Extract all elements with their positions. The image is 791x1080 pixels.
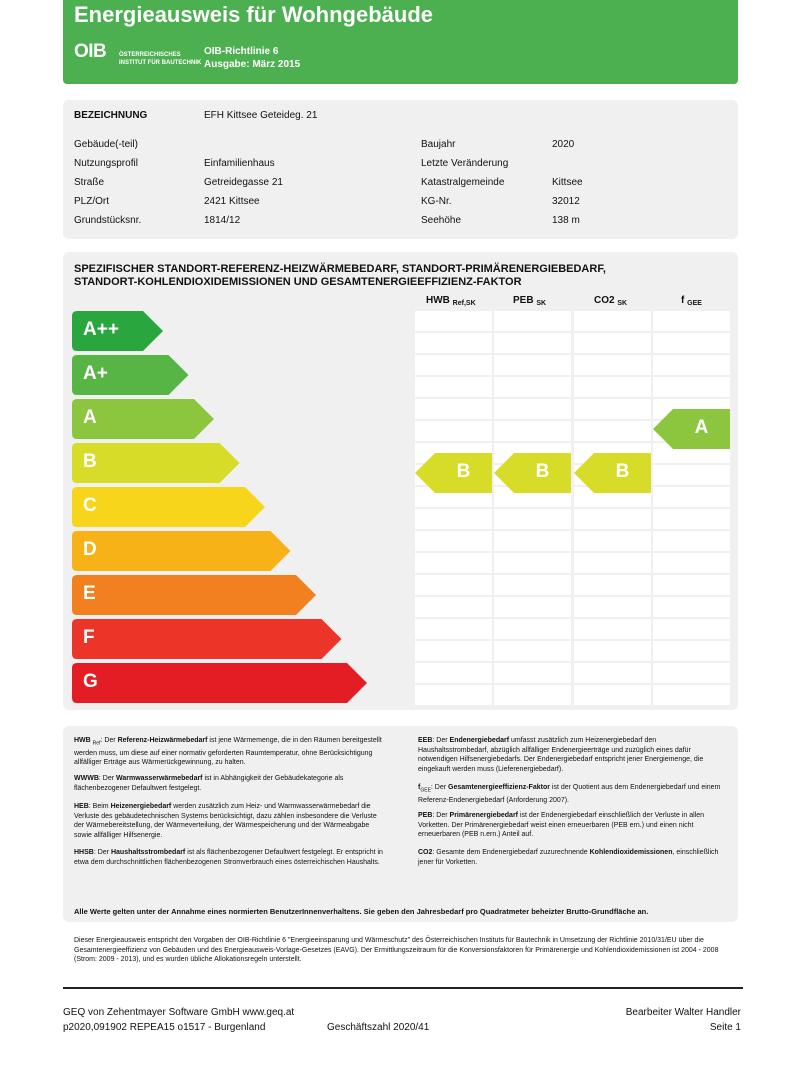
edition: Ausgabe: März 2015 bbox=[204, 59, 301, 70]
grid-cell bbox=[415, 421, 492, 441]
grid-cell bbox=[653, 311, 730, 331]
info-label: KG-Nr. bbox=[421, 196, 452, 207]
bezeichnung-label: BEZEICHNUNG bbox=[74, 110, 148, 121]
column-header-sub: GEE bbox=[687, 300, 702, 307]
grid-cell bbox=[574, 311, 651, 331]
definition-heb: HEB: Beim Heizenergiebedarf werden zusätzlich zum Heiz- und Warmwasserwärmebedarf die Verluste des gebäudetechnischen Systems berücksichtigt, dazu zählen insbesondere die Verluste der Wärmebereitstellung, der Wärmeverteilung, der Wärmespeicherung und der Wärmeabgabe sowie allfälliger Hilfsenergie. bbox=[74, 803, 377, 839]
grid-cell bbox=[574, 377, 651, 397]
grid-cell bbox=[415, 597, 492, 617]
def-abbr: EEB bbox=[418, 737, 433, 744]
logo-line1: ÖSTERREICHISCHES bbox=[119, 52, 181, 58]
grid-cell bbox=[574, 531, 651, 551]
scale-arrow-b bbox=[72, 443, 240, 483]
assumption-note: Alle Werte gelten unter der Annahme eines normierten BenutzerInnenverhaltens. Sie geben den Jahresbedarf pro Quadratmeter beheizter Brutto-Grundfläche an. bbox=[74, 907, 649, 916]
grid-cell bbox=[415, 399, 492, 419]
column-header-peb bbox=[513, 295, 546, 307]
grid-cell bbox=[415, 509, 492, 529]
grid-cell bbox=[653, 465, 730, 485]
scale-arrow-f bbox=[72, 619, 342, 659]
column-header-hwb bbox=[426, 295, 476, 307]
grid-cell bbox=[653, 355, 730, 375]
grid-cell bbox=[415, 641, 492, 661]
grid-cell bbox=[415, 575, 492, 595]
def-sub: Ref bbox=[92, 740, 101, 747]
guideline-info bbox=[204, 45, 300, 71]
def-term: Primärenergiebedarf bbox=[449, 812, 519, 819]
grid-cell bbox=[494, 663, 571, 683]
grid-cell bbox=[494, 597, 571, 617]
scale-label: A+ bbox=[83, 363, 108, 384]
building-info-panel bbox=[63, 100, 738, 239]
grid-cell bbox=[574, 355, 651, 375]
scale-arrow-c bbox=[72, 487, 265, 527]
scale-arrow-g bbox=[72, 663, 367, 703]
info-label: Baujahr bbox=[421, 139, 456, 150]
scale-arrow-e bbox=[72, 575, 316, 615]
grid-cell bbox=[415, 333, 492, 353]
grid-cell bbox=[494, 553, 571, 573]
grid-cell bbox=[653, 663, 730, 683]
scale-label: E bbox=[83, 583, 96, 604]
scale-arrow-shape bbox=[72, 531, 291, 571]
grid-cell bbox=[653, 553, 730, 573]
def-sub: GEE bbox=[420, 787, 431, 794]
grid-cell bbox=[494, 399, 571, 419]
scale-arrow-fill bbox=[72, 663, 367, 703]
definition-peb: PEB: Der Primärenergiebedarf ist der Endenergiebedarf einschließlich der Verluste in allen Vorketten. Der Primärenergiebedarf weist einen erneuerbaren (PEB ern.) und einen nicht erneuerbaren (PEB n.ern.) Anteil auf. bbox=[418, 812, 705, 838]
definitions-panel bbox=[63, 726, 738, 922]
footer-editor: Bearbeiter Walter Handler bbox=[625, 1007, 741, 1018]
info-label: Seehöhe bbox=[421, 215, 462, 226]
info-label: Grundstücksnr. bbox=[74, 215, 142, 226]
def-abbr: WWWB bbox=[74, 775, 99, 782]
scale-arrow-shape bbox=[72, 663, 367, 703]
def-text: umfasst zusätzlich zum Heizenergiebedarf den Haushaltsstrombedarf, abzüglich allfälliger Endenergieerträge und zuzüglich eines dafür notwendigen Hilfsenergiebedarfs. Der Endenergiebedarf entspricht jener Energiemenge, die eingekauft werden muss (Lieferenergiebedarf). bbox=[418, 737, 704, 773]
grid-cell bbox=[653, 487, 730, 507]
definition-co2 bbox=[418, 848, 723, 867]
grid-cell bbox=[415, 355, 492, 375]
def-term: Heizenergiebedarf bbox=[110, 803, 172, 810]
scale-arrow-fill bbox=[72, 619, 342, 659]
column-header-co2 bbox=[594, 295, 627, 307]
def-term: Endenergiebedarf bbox=[449, 737, 510, 744]
grid-cell bbox=[574, 597, 651, 617]
info-value: 1814/12 bbox=[204, 215, 241, 226]
column-header-main: f bbox=[681, 295, 685, 306]
column-header-sub: Ref,SK bbox=[452, 300, 476, 307]
info-label: Letzte Veränderung bbox=[421, 158, 509, 169]
def-term: Haushaltsstrombedarf bbox=[110, 849, 186, 856]
def-abbr: PEB bbox=[418, 812, 433, 819]
def-abbr: CO2 bbox=[418, 849, 433, 856]
grid-cell bbox=[653, 619, 730, 639]
grid-cell bbox=[494, 619, 571, 639]
info-value: 2020 bbox=[552, 139, 575, 150]
column-header-fgee bbox=[681, 295, 702, 307]
result-label: B bbox=[615, 461, 630, 482]
scale-label: G bbox=[83, 671, 98, 692]
def-text: ist in Abhängigkeit der Gebäudekategorie als flächenbezogener Defaultwert festgelegt. bbox=[74, 775, 344, 792]
scale-label: A bbox=[83, 407, 97, 428]
grid-cell bbox=[653, 685, 730, 705]
page-title: Energieausweis für Wohngebäude bbox=[74, 2, 433, 27]
def-term: Referenz-Heizwärmebedarf bbox=[117, 737, 208, 744]
def-text: ist jene Wärmemenge, die in den Räumen bereitgestellt werden muss, um diese auf einer normativ geforderten Raumtemperatur, ohne Berücksichtigung allfälliger Erträge aus Wärmerückgewinnung, zu halten. bbox=[74, 737, 382, 767]
def-pre: : Gesamte dem Endenergiebedarf zuzurechnende bbox=[432, 849, 590, 856]
def-text: ist der Quotient aus dem Endenergiebedarf und einem Referenz-Endenergiebedarf (Anforderung 2007). bbox=[418, 784, 721, 804]
definition-eeb: EEB: Der Endenergiebedarf umfasst zusätzlich zum Heizenergiebedarf den Haushaltsstrombedarf, abzüglich allfälliger Endenergieerträge und zuzüglich eines dafür notwendigen Hilfsenergiebedarfs. Der Endenergiebedarf entspricht jener Energiemenge, die eingekauft werden muss (Lieferenergiebedarf). bbox=[418, 737, 704, 773]
legal-footnote: Dieser Energieausweis entspricht den Vorgaben der OIB-Richtlinie 6 "Energieeinsparung und Wärmeschutz" des Österreichischen Instituts für Bautechnik in Umsetzung der Richtlinie 2010/31/EU über die Gesamtenergieeffizienz von Gebäuden und des Energieausweis-Vorlage-Gesetzes (EAVG). Der Ermittlungszeitraum für die Konversionsfaktoren für Primärenergie und Kohlendioxidemissionen ist 2004 - 2008 (Strom: 2009 - 2013), und es wurden übliche Allokationsregeln unterstellt. bbox=[74, 937, 719, 963]
info-value: Kittsee bbox=[552, 177, 583, 188]
def-term: Kohlendioxidemissionen bbox=[589, 849, 673, 856]
grid-cell bbox=[653, 575, 730, 595]
bezeichnung-value: EFH Kittsee Geteideg. 21 bbox=[204, 110, 318, 121]
def-text: ist als flächenbezogener Defaultwert festgelegt. Er entspricht in etwa dem durchschnittlichen flächenbezogenen Stromverbrauch eines österreichischen Haushalts. bbox=[74, 849, 383, 866]
footer-code: p2020,091902 REPEA15 o1517 - Burgenland bbox=[63, 1022, 266, 1033]
def-abbr: HHSB bbox=[74, 849, 94, 856]
grid-cell bbox=[415, 685, 492, 705]
scale-arrow-fill bbox=[72, 575, 316, 615]
def-text: , einschließlich jener für Vorketten. bbox=[418, 849, 719, 866]
grid-cell bbox=[494, 531, 571, 551]
grid-cell bbox=[574, 641, 651, 661]
info-label: PLZ/Ort bbox=[74, 196, 110, 207]
scale-label: B bbox=[83, 451, 97, 472]
result-label: B bbox=[535, 461, 550, 482]
def-text: ist der Endenergiebedarf einschließlich der Verluste in allen Vorketten. Der Primärenergiebedarf weist einen erneuerbaren (PEB ern.) und einen nicht erneuerbaren (PEB n.ern.) Anteil auf. bbox=[418, 812, 705, 838]
grid-cell bbox=[574, 619, 651, 639]
grid-cell bbox=[494, 333, 571, 353]
grid-cell bbox=[415, 531, 492, 551]
grid-cell bbox=[653, 597, 730, 617]
def-abbr: HWB bbox=[74, 737, 91, 744]
grid-cell bbox=[494, 377, 571, 397]
grid-cell bbox=[494, 421, 571, 441]
grid-cell bbox=[494, 641, 571, 661]
grid-cell bbox=[574, 509, 651, 529]
logo-text: OIB bbox=[74, 41, 107, 62]
rating-heading bbox=[74, 263, 606, 289]
scale-arrow-fill bbox=[72, 487, 265, 527]
grid-cell bbox=[415, 311, 492, 331]
definition-wwwb: WWWB: Der Warmwasserwärmebedarf ist in Abhängigkeit der Gebäudekategorie als flächenbezogener Defaultwert festgelegt. bbox=[74, 775, 344, 792]
scale-label: A++ bbox=[83, 319, 119, 340]
result-label: A bbox=[694, 417, 709, 438]
grid-cell bbox=[415, 553, 492, 573]
column-header-sub: SK bbox=[536, 300, 547, 307]
grid-cell bbox=[494, 355, 571, 375]
column-header-main: HWB bbox=[426, 295, 450, 306]
def-abbr: f bbox=[418, 784, 421, 791]
def-term: Warmwasserwärmebedarf bbox=[116, 775, 203, 782]
grid-cell bbox=[574, 685, 651, 705]
info-label: Nutzungsprofil bbox=[74, 158, 138, 169]
header-banner bbox=[63, 0, 738, 84]
grid-cell bbox=[574, 575, 651, 595]
info-label: Straße bbox=[74, 177, 105, 188]
grid-cell bbox=[494, 311, 571, 331]
definition-hwb: HWB $_{Ref}$: Der Referenz-Heizwärmebedarf ist jene Wärmemenge, die in den Räumen bereitgestellt werden muss, um diese auf einer normativ geforderten Raumtemperatur, ohne Berücksichtigung allfälliger Erträge aus Wärmerückgewinnung, zu halten. bbox=[74, 737, 382, 767]
logo-subtitle bbox=[119, 52, 201, 67]
grid-cell bbox=[574, 399, 651, 419]
scale-label: D bbox=[83, 539, 97, 560]
scale-arrow-shape bbox=[72, 487, 265, 527]
scale-arrow-d bbox=[72, 531, 291, 571]
info-value: 32012 bbox=[552, 196, 580, 207]
info-label: Katastralgemeinde bbox=[421, 177, 505, 188]
scale-arrow-shape bbox=[72, 575, 316, 615]
rating-heading-line2: STANDORT-KOHLENDIOXIDEMISSIONEN UND GESAMTENERGIEEFFIZIENZ-FAKTOR bbox=[74, 276, 522, 288]
def-abbr: HEB bbox=[74, 803, 89, 810]
grid-cell bbox=[653, 509, 730, 529]
grid-cell bbox=[415, 619, 492, 639]
scale-label: C bbox=[83, 495, 97, 516]
info-value: Einfamilienhaus bbox=[204, 158, 275, 169]
column-header-main: CO2 bbox=[594, 295, 615, 306]
definition-hhsb: HHSB: Der Haushaltsstrombedarf ist als flächenbezogener Defaultwert festgelegt. Er entspricht in etwa dem durchschnittlichen flächenbezogenen Stromverbrauch eines österreichischen Haushalts. bbox=[74, 849, 383, 866]
def-term: Gesamtenergieeffizienz-Faktor bbox=[448, 784, 550, 791]
grid-cell bbox=[494, 685, 571, 705]
grid-cell bbox=[415, 377, 492, 397]
footer-file-number: Geschäftszahl 2020/41 bbox=[327, 1022, 430, 1033]
info-value: Getreidegasse 21 bbox=[204, 177, 283, 188]
result-label: B bbox=[456, 461, 471, 482]
scale-label: F bbox=[83, 627, 95, 648]
rating-heading-line1: SPEZIFISCHER STANDORT-REFERENZ-HEIZWÄRMEBEDARF, STANDORT-PRIMÄRENERGIEBEDARF, bbox=[74, 263, 606, 275]
grid-cell bbox=[574, 333, 651, 353]
grid-cell bbox=[653, 531, 730, 551]
info-value: 2421 Kittsee bbox=[204, 196, 260, 207]
oib-logo bbox=[74, 41, 206, 71]
info-label: Gebäude(-teil) bbox=[74, 139, 138, 150]
grid-cell bbox=[653, 333, 730, 353]
grid-cell bbox=[653, 377, 730, 397]
grid-cell bbox=[494, 575, 571, 595]
grid-cell bbox=[574, 663, 651, 683]
logo-line2: INSTITUT FÜR BAUTECHNIK bbox=[119, 59, 202, 66]
grid-cell bbox=[574, 421, 651, 441]
column-header-main: PEB bbox=[513, 295, 534, 306]
grid-cell bbox=[574, 553, 651, 573]
def-text: werden zusätzlich zum Heiz- und Warmwasserwärmebedarf die Verluste des gebäudetechnischen Systems berücksichtigt, dazu zählen insbesondere die Verluste der Wärmebereitstellung, der Wärmeverteilung, der Wärmespeicherung und der Wärmeabgabe sowie allfälliger Hilfsenergie. bbox=[74, 803, 377, 839]
grid-cell bbox=[415, 663, 492, 683]
scale-arrow-shape bbox=[72, 619, 342, 659]
grid-cell bbox=[494, 509, 571, 529]
scale-arrow-fill bbox=[72, 443, 240, 483]
column-header-sub: SK bbox=[617, 300, 628, 307]
energy-rating-panel bbox=[63, 252, 738, 710]
scale-arrow-shape bbox=[72, 443, 240, 483]
footer-page: Seite 1 bbox=[709, 1022, 741, 1033]
scale-arrow-fill bbox=[72, 531, 291, 571]
info-value: 138 m bbox=[552, 215, 580, 226]
footer-software: GEQ von Zehentmayer Software GmbH www.geq.at bbox=[63, 1007, 295, 1018]
footer-divider bbox=[63, 987, 743, 989]
grid-cell bbox=[653, 641, 730, 661]
guideline: OIB-Richtlinie 6 bbox=[204, 46, 279, 57]
definition-fgee: $f_{GEE}$: Der Gesamtenergieeffizienz-Faktor ist der Quotient aus dem Endenergiebedarf und einem Referenz-Endenergiebedarf (Anforderung 2007). bbox=[418, 784, 721, 804]
